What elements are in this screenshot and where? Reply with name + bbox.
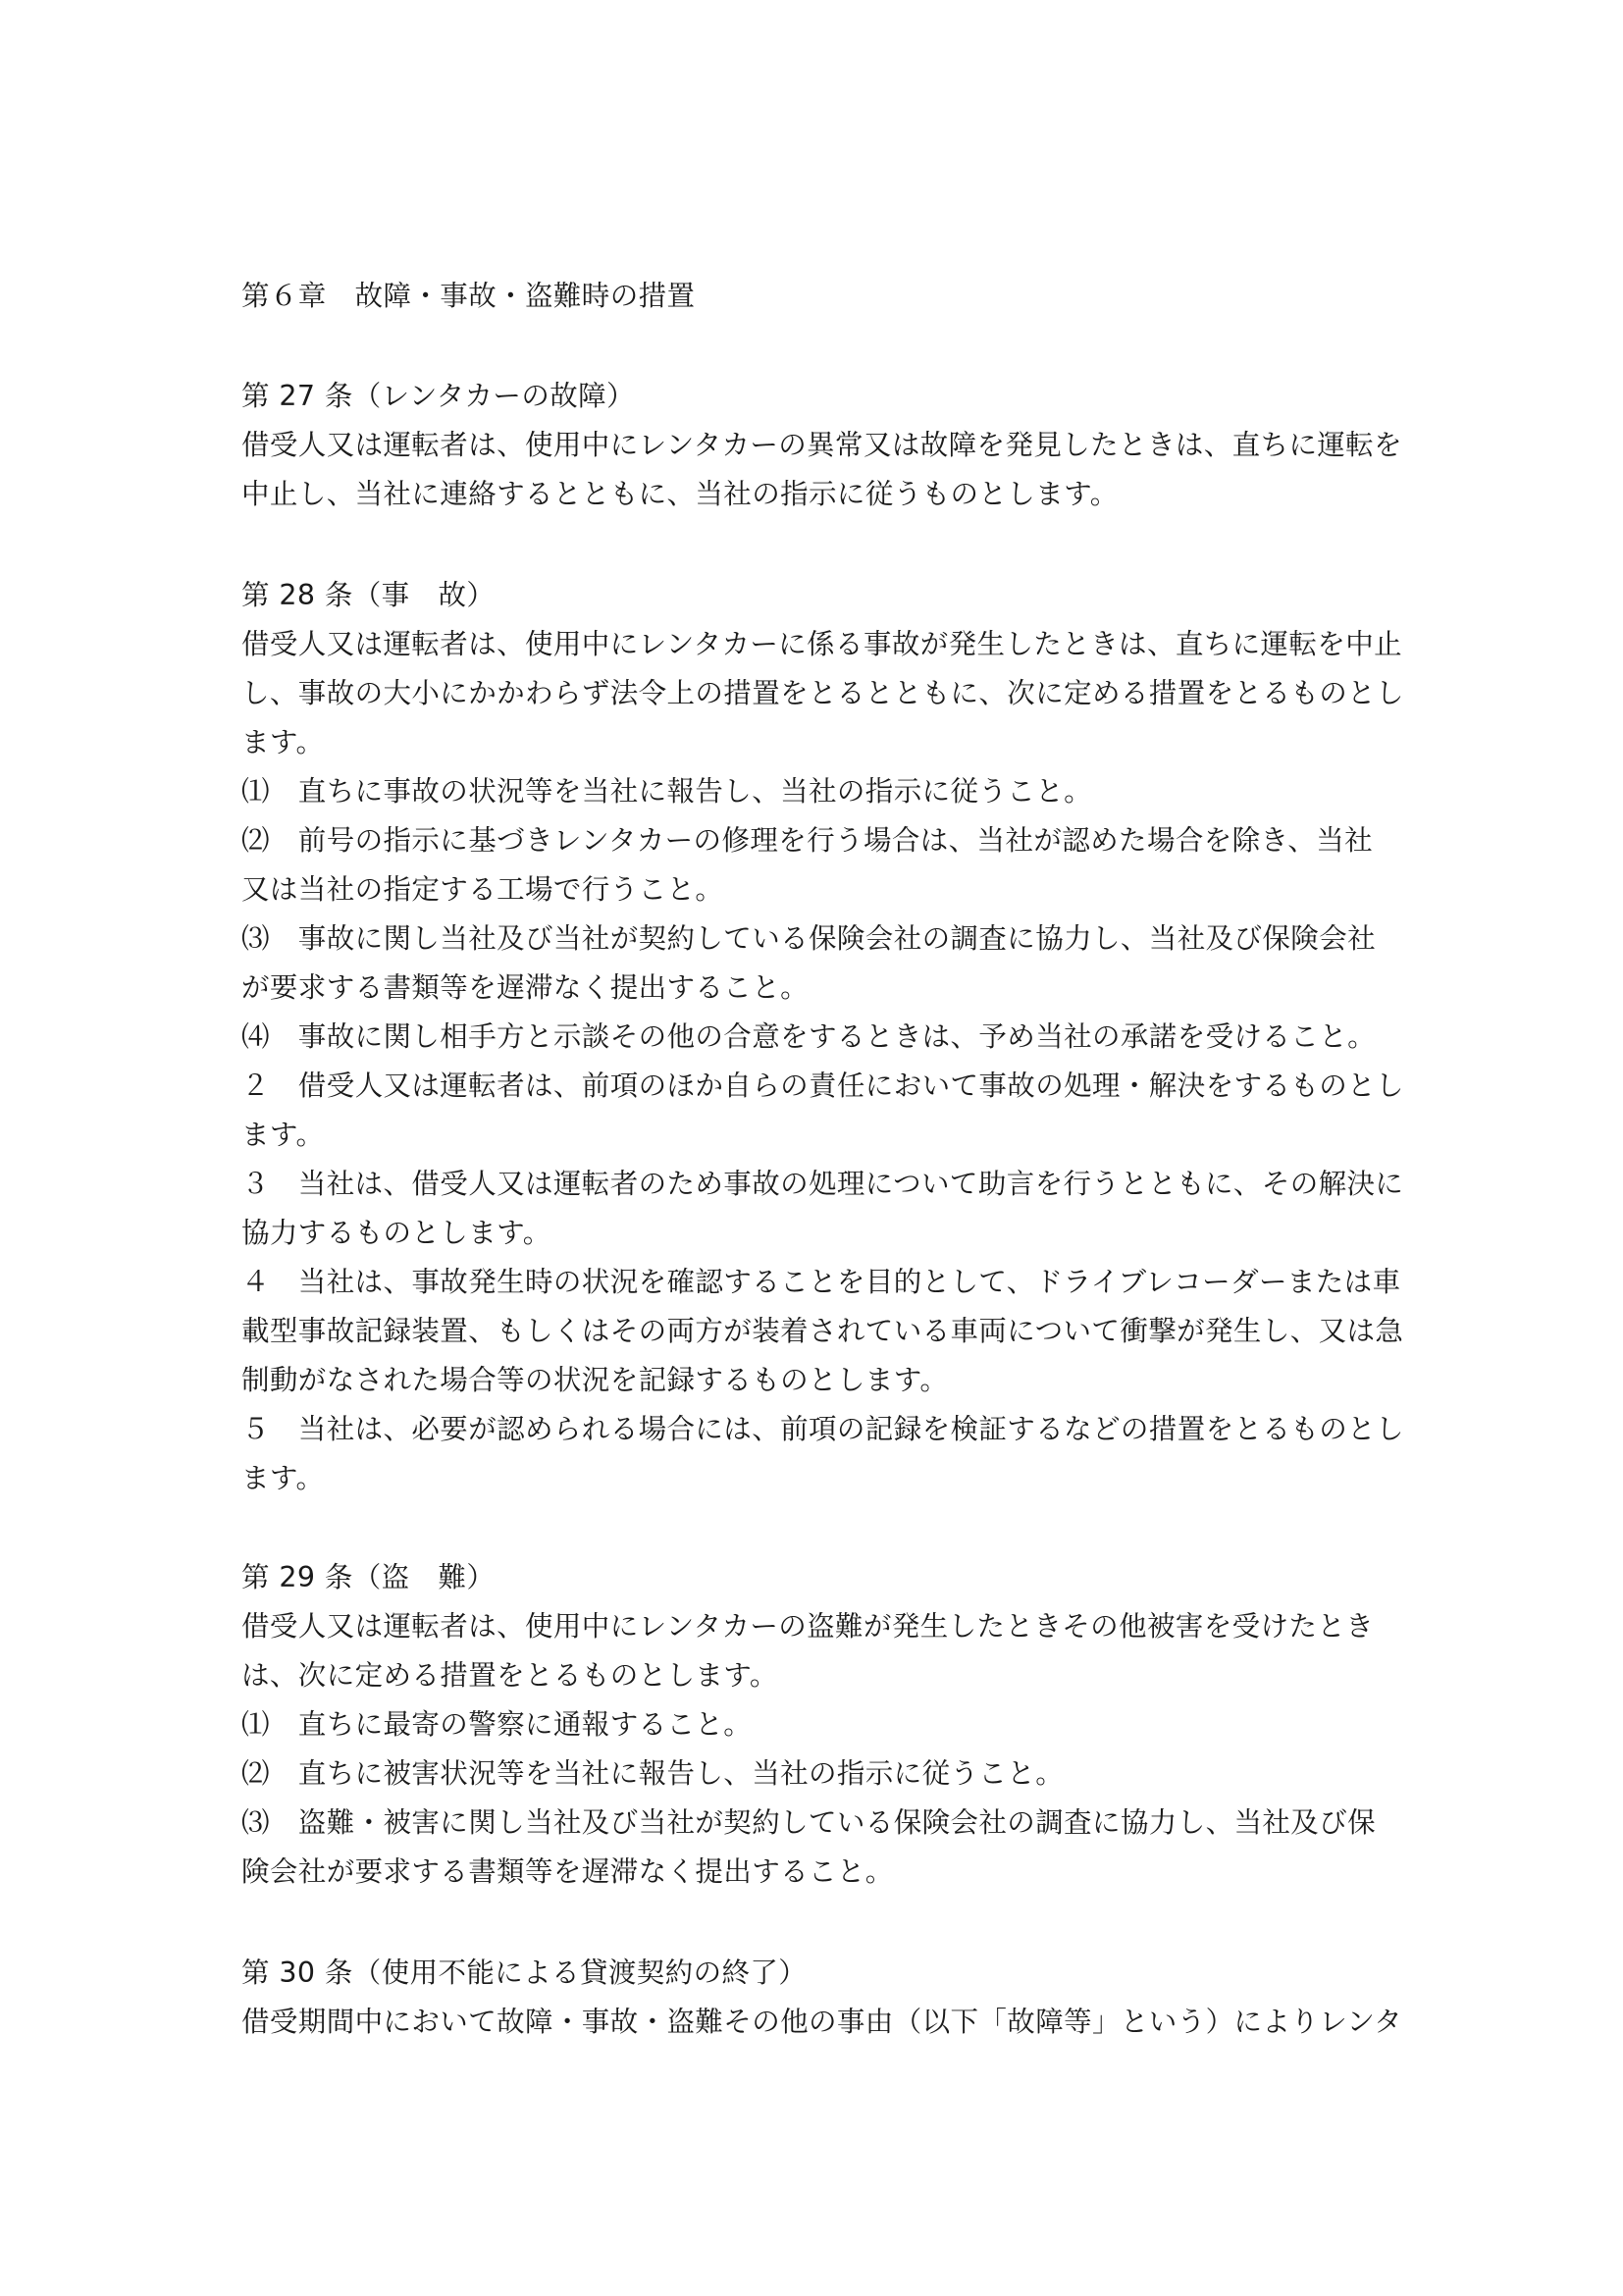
list-item: 険会社が要求する書類等を遅滞なく提出すること。 bbox=[241, 1855, 894, 1888]
paragraph-line: ます。 bbox=[241, 726, 325, 758]
list-item: が要求する書類等を遅滞なく提出すること。 bbox=[241, 971, 810, 1004]
article-30-heading: 第 30 条（使用不能による貸渡契約の終了） bbox=[241, 1957, 808, 1989]
paragraph-line: 協力するものとします。 bbox=[241, 1217, 551, 1249]
list-item: ⑵ 直ちに被害状況等を当社に報告し、当社の指示に従うこと。 bbox=[241, 1757, 1065, 1790]
list-item: ⑶ 盗難・被害に関し当社及び当社が契約している保険会社の調査に協力し、当社及び保 bbox=[241, 1806, 1377, 1839]
paragraph-line: は、次に定める措置をとるものとします。 bbox=[241, 1659, 778, 1692]
article-28-heading: 第 28 条（事 故） bbox=[241, 579, 496, 611]
list-item: ⑴ 直ちに最寄の警察に通報すること。 bbox=[241, 1708, 753, 1741]
paragraph-line: 制動がなされた場合等の状況を記録するものとします。 bbox=[241, 1364, 949, 1396]
paragraph-line: 借受人又は運転者は、使用中にレンタカーに係る事故が発生したときは、直ちに運転を中止 bbox=[241, 628, 1403, 660]
paragraph-line: 借受人又は運転者は、使用中にレンタカーの異常又は故障を発見したときは、直ちに運転を bbox=[241, 429, 1403, 461]
list-item: ⑵ 前号の指示に基づきレンタカーの修理を行う場合は、当社が認めた場合を除き、当社 bbox=[241, 824, 1374, 857]
article-29-heading: 第 29 条（盗 難） bbox=[241, 1561, 496, 1593]
paragraph-line: ます。 bbox=[241, 1119, 325, 1151]
paragraph-line: し、事故の大小にかかわらず法令上の措置をとるとともに、次に定める措置をとるものとし bbox=[241, 677, 1404, 709]
article-27-heading: 第 27 条（レンタカーの故障） bbox=[241, 380, 635, 412]
paragraph-line: ４ 当社は、事故発生時の状況を確認することを目的として、ドライブレコーダーまたは車 bbox=[241, 1266, 1401, 1298]
paragraph-line: ５ 当社は、必要が認められる場合には、前項の記録を検証するなどの措置をとるものとし bbox=[241, 1413, 1404, 1445]
paragraph-line: ３ 当社は、借受人又は運転者のため事故の処理について助言を行うとともに、その解決に bbox=[241, 1168, 1404, 1200]
paragraph-line: 借受期間中において故障・事故・盗難その他の事由（以下「故障等」という）によりレンタ bbox=[241, 2006, 1403, 2038]
paragraph-line: 借受人又は運転者は、使用中にレンタカーの盗難が発生したときその他被害を受けたとき bbox=[241, 1610, 1375, 1643]
paragraph-line: ２ 借受人又は運転者は、前項のほか自らの責任において事故の処理・解決をするものとし bbox=[241, 1070, 1404, 1102]
paragraph-line: 中止し、当社に連絡するとともに、当社の指示に従うものとします。 bbox=[241, 478, 1119, 510]
paragraph-line: 載型事故記録装置、もしくはその両方が装着されている車両について衝撃が発生し、又は急 bbox=[241, 1315, 1404, 1347]
chapter-heading: 第６章 故障・事故・盗難時の措置 bbox=[241, 280, 696, 312]
list-item: ⑷ 事故に関し相手方と示談その他の合意をするときは、予め当社の承諾を受けること。 bbox=[241, 1020, 1377, 1053]
paragraph-line: ます。 bbox=[241, 1462, 325, 1494]
list-item: ⑶ 事故に関し当社及び当社が契約している保険会社の調査に協力し、当社及び保険会社 bbox=[241, 922, 1377, 955]
list-item: 又は当社の指定する工場で行うこと。 bbox=[241, 873, 724, 906]
list-item: ⑴ 直ちに事故の状況等を当社に報告し、当社の指示に従うこと。 bbox=[241, 775, 1093, 808]
